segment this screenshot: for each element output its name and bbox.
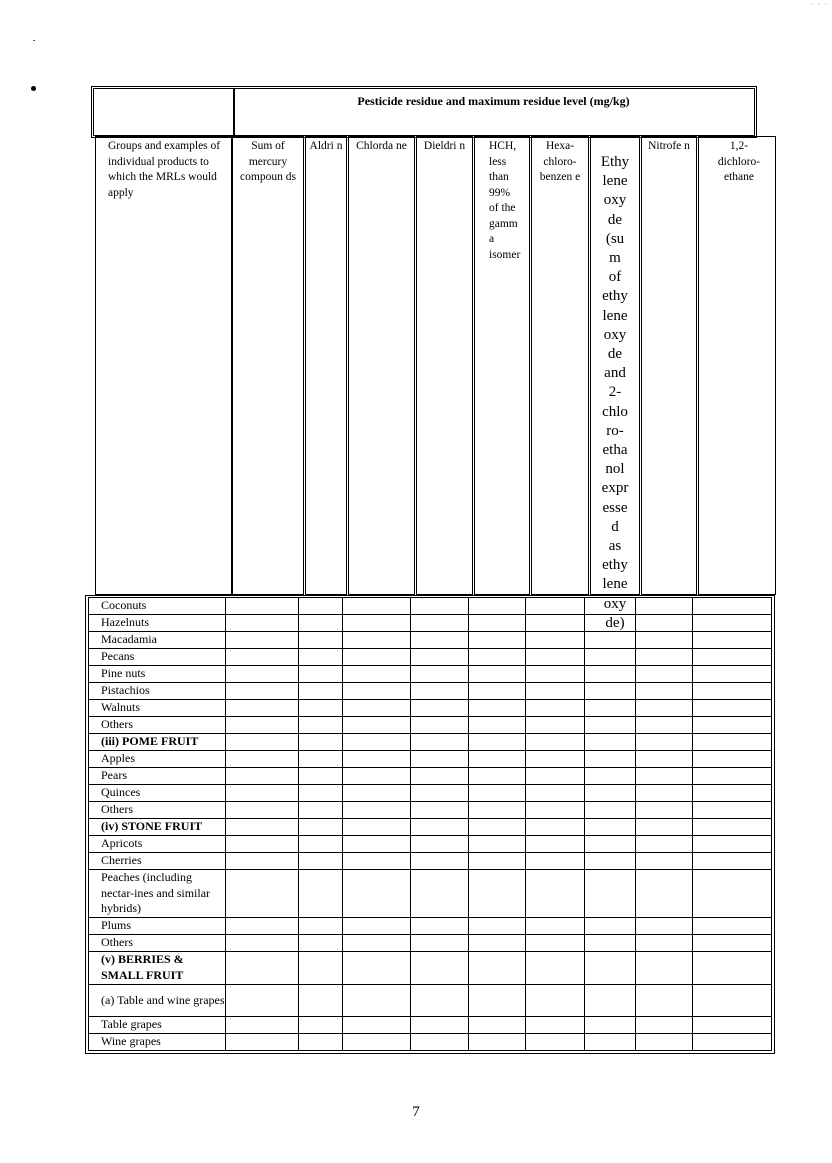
value-cell <box>526 751 585 768</box>
value-cell <box>693 853 772 870</box>
row-label: Others <box>89 802 226 819</box>
value-cell <box>636 768 693 785</box>
value-cell <box>411 1017 469 1034</box>
value-cell <box>526 984 585 1017</box>
value-cell <box>226 649 299 666</box>
value-cell <box>411 768 469 785</box>
value-cell <box>411 666 469 683</box>
value-cell <box>693 952 772 985</box>
value-cell <box>636 649 693 666</box>
table-row <box>89 751 772 768</box>
value-cell <box>526 870 585 918</box>
value-cell <box>469 952 526 985</box>
value-cell <box>585 700 636 717</box>
value-cell <box>693 836 772 853</box>
column-header-aldrin: Aldri n <box>305 136 347 595</box>
table-row <box>89 853 772 870</box>
row-label: Pecans <box>89 649 226 666</box>
value-cell <box>343 649 411 666</box>
value-cell <box>343 1034 411 1051</box>
value-cell <box>526 717 585 734</box>
value-cell <box>411 649 469 666</box>
value-cell <box>343 785 411 802</box>
row-label: Hazelnuts <box>89 615 226 632</box>
value-cell <box>585 918 636 935</box>
residue-table <box>88 597 772 1051</box>
table-row <box>89 768 772 785</box>
table-row <box>89 649 772 666</box>
value-cell <box>343 632 411 649</box>
table-row <box>89 1017 772 1034</box>
value-cell <box>469 819 526 836</box>
value-cell <box>226 598 299 615</box>
table-row <box>89 717 772 734</box>
row-label: Pears <box>89 768 226 785</box>
value-cell <box>469 666 526 683</box>
value-cell <box>526 598 585 615</box>
value-cell <box>469 935 526 952</box>
value-cell <box>693 802 772 819</box>
value-cell <box>226 984 299 1017</box>
header-empty-cell <box>94 89 235 135</box>
value-cell <box>469 632 526 649</box>
value-cell <box>411 836 469 853</box>
value-cell <box>585 632 636 649</box>
value-cell <box>299 734 343 751</box>
value-cell <box>299 1017 343 1034</box>
value-cell <box>693 666 772 683</box>
value-cell <box>343 952 411 985</box>
value-cell <box>469 802 526 819</box>
value-cell <box>585 819 636 836</box>
value-cell <box>226 935 299 952</box>
value-cell <box>526 952 585 985</box>
value-cell <box>299 870 343 918</box>
value-cell <box>693 1017 772 1034</box>
table-row <box>89 683 772 700</box>
value-cell <box>526 1017 585 1034</box>
value-cell <box>299 853 343 870</box>
value-cell <box>585 785 636 802</box>
value-cell <box>299 819 343 836</box>
value-cell <box>226 666 299 683</box>
row-label: Table grapes <box>89 1017 226 1034</box>
value-cell <box>411 734 469 751</box>
value-cell <box>693 1034 772 1051</box>
value-cell <box>469 598 526 615</box>
value-cell <box>693 819 772 836</box>
table-row <box>89 802 772 819</box>
value-cell <box>636 935 693 952</box>
value-cell <box>299 751 343 768</box>
value-cell <box>585 615 636 632</box>
value-cell <box>636 984 693 1017</box>
value-cell <box>226 952 299 985</box>
value-cell <box>469 785 526 802</box>
value-cell <box>585 1034 636 1051</box>
value-cell <box>411 598 469 615</box>
value-cell <box>343 935 411 952</box>
value-cell <box>343 700 411 717</box>
table-row <box>89 952 772 985</box>
value-cell <box>693 598 772 615</box>
value-cell <box>526 819 585 836</box>
value-cell <box>226 700 299 717</box>
value-cell <box>299 683 343 700</box>
table-row <box>89 615 772 632</box>
value-cell <box>299 598 343 615</box>
value-cell <box>636 785 693 802</box>
column-header-mercury: Sum of mercury compoun ds <box>232 136 304 595</box>
column-header-ethylene-oxide: Ethy lene oxy de (su m of ethy lene oxy de and 2- chlo ro- etha nol expr esse d as ethy lene oxy de) <box>590 136 640 595</box>
table-header-box <box>93 88 755 136</box>
value-cell <box>469 768 526 785</box>
value-cell <box>299 918 343 935</box>
column-header-hch: HCH, less than 99% of the gamm a isomer <box>474 136 530 595</box>
value-cell <box>585 984 636 1017</box>
value-cell <box>526 836 585 853</box>
value-cell <box>226 751 299 768</box>
value-cell <box>299 632 343 649</box>
column-header-chlordane: Chlorda ne <box>348 136 415 595</box>
value-cell <box>411 1034 469 1051</box>
value-cell <box>526 649 585 666</box>
value-cell <box>526 632 585 649</box>
table-title: Pesticide residue and maximum residue level (mg/kg) <box>357 94 630 108</box>
value-cell <box>343 768 411 785</box>
row-label: Cherries <box>89 853 226 870</box>
value-cell <box>226 853 299 870</box>
value-cell <box>411 700 469 717</box>
value-cell <box>299 666 343 683</box>
value-cell <box>411 853 469 870</box>
value-cell <box>343 984 411 1017</box>
value-cell <box>693 649 772 666</box>
value-cell <box>526 853 585 870</box>
table-row <box>89 984 772 1017</box>
value-cell <box>226 615 299 632</box>
value-cell <box>585 1017 636 1034</box>
value-cell <box>693 700 772 717</box>
value-cell <box>343 1017 411 1034</box>
value-cell <box>411 751 469 768</box>
value-cell <box>526 734 585 751</box>
row-label: Walnuts <box>89 700 226 717</box>
value-cell <box>636 751 693 768</box>
value-cell <box>636 819 693 836</box>
row-label: (iii) POME FRUIT <box>89 734 226 751</box>
value-cell <box>526 700 585 717</box>
value-cell <box>469 853 526 870</box>
value-cell <box>411 984 469 1017</box>
value-cell <box>343 615 411 632</box>
value-cell <box>693 734 772 751</box>
value-cell <box>226 632 299 649</box>
table-row <box>89 870 772 918</box>
table-row <box>89 918 772 935</box>
value-cell <box>636 1017 693 1034</box>
value-cell <box>693 751 772 768</box>
value-cell <box>693 870 772 918</box>
value-cell <box>411 802 469 819</box>
value-cell <box>469 918 526 935</box>
value-cell <box>693 768 772 785</box>
value-cell <box>469 1034 526 1051</box>
table-row <box>89 700 772 717</box>
bullet-icon <box>31 86 36 91</box>
value-cell <box>226 717 299 734</box>
value-cell <box>469 870 526 918</box>
value-cell <box>693 984 772 1017</box>
value-cell <box>585 717 636 734</box>
column-header-dichloroethane: 1,2- dichloro- ethane <box>698 136 776 595</box>
corner-marks: · · · <box>811 0 828 9</box>
value-cell <box>636 700 693 717</box>
value-cell <box>226 1017 299 1034</box>
value-cell <box>636 918 693 935</box>
value-cell <box>636 615 693 632</box>
value-cell <box>343 734 411 751</box>
stray-mark <box>33 40 35 41</box>
value-cell <box>526 683 585 700</box>
row-label: Apricots <box>89 836 226 853</box>
row-label: Macadamia <box>89 632 226 649</box>
value-cell <box>469 649 526 666</box>
value-cell <box>411 819 469 836</box>
value-cell <box>585 598 636 615</box>
value-cell <box>636 1034 693 1051</box>
table-row <box>89 666 772 683</box>
value-cell <box>299 984 343 1017</box>
value-cell <box>636 952 693 985</box>
value-cell <box>411 632 469 649</box>
value-cell <box>343 717 411 734</box>
value-cell <box>299 615 343 632</box>
value-cell <box>299 952 343 985</box>
value-cell <box>299 802 343 819</box>
table-row <box>89 598 772 615</box>
table-row <box>89 734 772 751</box>
value-cell <box>693 935 772 952</box>
value-cell <box>636 632 693 649</box>
row-label: Pine nuts <box>89 666 226 683</box>
value-cell <box>585 649 636 666</box>
value-cell <box>299 1034 343 1051</box>
value-cell <box>636 717 693 734</box>
value-cell <box>343 853 411 870</box>
value-cell <box>636 734 693 751</box>
value-cell <box>585 935 636 952</box>
column-header-dieldrin: Dieldri n <box>416 136 473 595</box>
value-cell <box>693 632 772 649</box>
value-cell <box>636 853 693 870</box>
table-row <box>89 836 772 853</box>
value-cell <box>226 870 299 918</box>
value-cell <box>226 819 299 836</box>
value-cell <box>469 717 526 734</box>
value-cell <box>469 700 526 717</box>
column-header-nitrofen: Nitrofe n <box>641 136 697 595</box>
row-label: Peaches (including nectar-ines and similar hybrids) <box>89 870 226 918</box>
value-cell <box>585 870 636 918</box>
table-row <box>89 1034 772 1051</box>
value-cell <box>585 768 636 785</box>
value-cell <box>343 666 411 683</box>
value-cell <box>226 802 299 819</box>
value-cell <box>411 683 469 700</box>
value-cell <box>226 683 299 700</box>
value-cell <box>343 598 411 615</box>
value-cell <box>226 734 299 751</box>
value-cell <box>299 935 343 952</box>
row-label: Others <box>89 935 226 952</box>
table-row <box>89 785 772 802</box>
value-cell <box>411 870 469 918</box>
value-cell <box>693 683 772 700</box>
value-cell <box>526 1034 585 1051</box>
table-row <box>89 632 772 649</box>
value-cell <box>226 768 299 785</box>
row-label: (v) BERRIES & SMALL FRUIT <box>89 952 226 985</box>
value-cell <box>526 615 585 632</box>
value-cell <box>469 615 526 632</box>
value-cell <box>585 836 636 853</box>
value-cell <box>585 952 636 985</box>
value-cell <box>299 649 343 666</box>
column-header-hexachlorobenzene: Hexa- chloro- benzen e <box>531 136 589 595</box>
value-cell <box>343 918 411 935</box>
value-cell <box>411 717 469 734</box>
value-cell <box>526 768 585 785</box>
value-cell <box>636 598 693 615</box>
value-cell <box>585 853 636 870</box>
value-cell <box>469 734 526 751</box>
value-cell <box>585 751 636 768</box>
value-cell <box>299 836 343 853</box>
value-cell <box>343 836 411 853</box>
value-cell <box>299 700 343 717</box>
value-cell <box>226 1034 299 1051</box>
value-cell <box>343 751 411 768</box>
value-cell <box>226 785 299 802</box>
row-label: Others <box>89 717 226 734</box>
value-cell <box>585 802 636 819</box>
value-cell <box>526 918 585 935</box>
value-cell <box>693 717 772 734</box>
value-cell <box>226 918 299 935</box>
value-cell <box>636 666 693 683</box>
row-label: Apples <box>89 751 226 768</box>
value-cell <box>299 768 343 785</box>
value-cell <box>411 785 469 802</box>
value-cell <box>343 802 411 819</box>
value-cell <box>526 935 585 952</box>
value-cell <box>299 785 343 802</box>
value-cell <box>636 802 693 819</box>
value-cell <box>636 870 693 918</box>
value-cell <box>526 785 585 802</box>
value-cell <box>411 918 469 935</box>
value-cell <box>585 734 636 751</box>
row-label: Plums <box>89 918 226 935</box>
table-row <box>89 819 772 836</box>
value-cell <box>411 952 469 985</box>
value-cell <box>693 918 772 935</box>
value-cell <box>411 615 469 632</box>
value-cell <box>343 870 411 918</box>
row-label: Wine grapes <box>89 1034 226 1051</box>
value-cell <box>526 802 585 819</box>
value-cell <box>226 836 299 853</box>
value-cell <box>636 836 693 853</box>
value-cell <box>469 1017 526 1034</box>
value-cell <box>343 683 411 700</box>
value-cell <box>469 984 526 1017</box>
column-header-groups: Groups and examples of individual products to which the MRLs would apply <box>95 136 232 595</box>
row-label: (a) Table and wine grapes <box>89 984 226 1017</box>
row-label: Pistachios <box>89 683 226 700</box>
row-label: (iv) STONE FRUIT <box>89 819 226 836</box>
value-cell <box>585 683 636 700</box>
value-cell <box>469 683 526 700</box>
value-cell <box>636 683 693 700</box>
value-cell <box>343 819 411 836</box>
value-cell <box>469 751 526 768</box>
row-label: Coconuts <box>89 598 226 615</box>
value-cell <box>469 836 526 853</box>
row-label: Quinces <box>89 785 226 802</box>
value-cell <box>411 935 469 952</box>
value-cell <box>526 666 585 683</box>
page-number: 7 <box>412 1104 420 1120</box>
value-cell <box>693 615 772 632</box>
value-cell <box>693 785 772 802</box>
table-row <box>89 935 772 952</box>
value-cell <box>585 666 636 683</box>
value-cell <box>299 717 343 734</box>
